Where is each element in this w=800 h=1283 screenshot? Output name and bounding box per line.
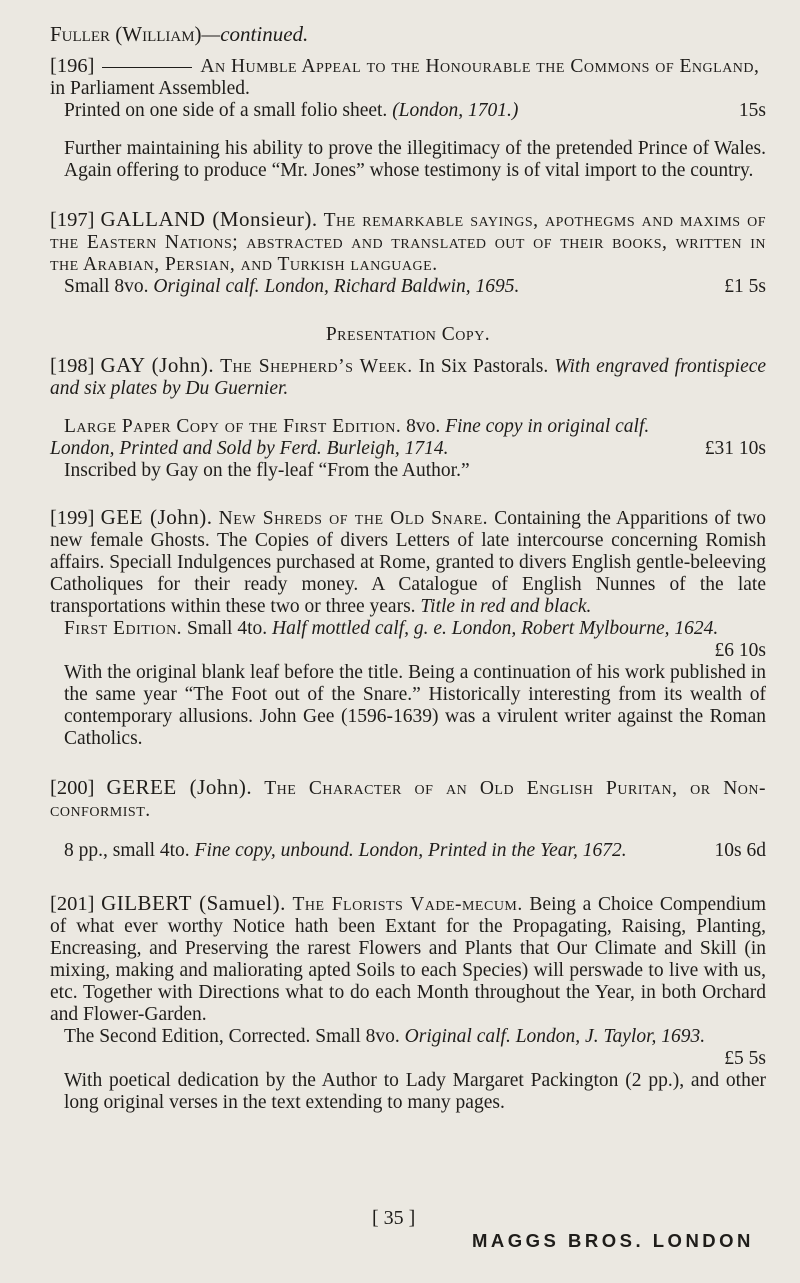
entry-author: GALLAND (Monsieur). bbox=[100, 207, 318, 231]
catalogue-entry-200 bbox=[50, 776, 766, 862]
entry-title: The remarkable sayings, apothegms and maxims of the Eastern Nations; abstracted and translated out of their books, written in the Arabian, Persian, and Turkish language. bbox=[50, 210, 767, 275]
lot-number: [199] bbox=[50, 507, 95, 529]
entry-author: GEE (John). bbox=[100, 505, 213, 529]
entry-format: Printed on one side of a small folio sheet. bbox=[64, 100, 388, 121]
entry-title: New Shreds of the Old Snare. bbox=[218, 508, 488, 529]
entry-binding: Fine copy in original calf. bbox=[445, 416, 650, 437]
publisher-footer: MAGGS BROS. LONDON bbox=[472, 1230, 754, 1251]
entry-subtitle: In Six Pastorals. bbox=[418, 356, 549, 377]
entry-format: Small 8vo. bbox=[64, 276, 149, 297]
entry-title: An Humble Appeal to the Honourable the Commons of England, bbox=[200, 56, 760, 77]
entry-title-continuation: in Parliament Assembled. bbox=[50, 78, 250, 99]
entry-imprint: London, Printed and Sold by Ferd. Burleigh, 1714. bbox=[50, 438, 449, 459]
entry-title: The Florists Vade-mecum. bbox=[292, 894, 523, 915]
entry-description: Being a Choice Compendium of what ever worthy Notice hath been Extant for the Propagating, Raising, Planting, Encreasing, and Preserving the rarest Flowers and Plants that Our Climate and Skill (in mixing, making and maliorating apted Soils to each Species) will perswade to live with us, etc. Together with Directions what to do each Month throughout the Year, in both Orchard and Flower-Garden. bbox=[50, 894, 767, 1025]
catalogue-page bbox=[50, 22, 766, 1114]
lot-number: [197] bbox=[50, 209, 95, 231]
lot-number: [198] bbox=[50, 355, 95, 377]
entry-author: GAY (John). bbox=[100, 353, 215, 377]
entry-binding: Half mottled calf, g. e. bbox=[271, 618, 447, 639]
entry-price: 10s 6d bbox=[714, 840, 766, 861]
page-number: [ 35 ] bbox=[372, 1207, 416, 1229]
entry-price: £6 10s bbox=[714, 640, 766, 661]
entry-price: 15s bbox=[738, 100, 766, 121]
entry-imprint: London, J. Taylor, 1693. bbox=[515, 1026, 706, 1047]
lot-number: [200] bbox=[50, 777, 95, 799]
entry-format: Large Paper Copy of the First Edition. bbox=[64, 416, 402, 437]
catalogue-entry-199 bbox=[50, 506, 766, 750]
entry-imprint: London, Robert Mylbourne, 1624. bbox=[451, 618, 719, 639]
entry-note: Further maintaining his ability to prove the illegitimacy of the pretended Prince of Wales. Again offering to produce “Mr. Jones” whose testimony is of vital import to the country. bbox=[64, 138, 766, 181]
entry-size: Small 8vo. bbox=[315, 1026, 400, 1047]
entry-imprint: (London, 1701.) bbox=[392, 100, 519, 121]
entry-illustrations: With engraved frontispiece and six plates by Du Guernier. bbox=[50, 356, 767, 399]
entry-binding: Original calf. bbox=[153, 276, 260, 297]
entry-price: £31 10s bbox=[704, 438, 766, 459]
catalogue-entry-198 bbox=[50, 354, 766, 482]
entry-author: GILBERT (Samuel). bbox=[101, 891, 286, 915]
entry-note: With poetical dedication by the Author to Lady Margaret Packington (2 pp.), and other long original verses in the text extending to many pages. bbox=[64, 1070, 766, 1113]
entry-note: Inscribed by Gay on the fly-leaf “From the Author.” bbox=[64, 460, 470, 481]
entry-format: 8 pp., small 4to. bbox=[64, 840, 190, 861]
entry-format: The Second Edition, Corrected. bbox=[64, 1026, 311, 1047]
entry-size: Small 4to. bbox=[186, 618, 268, 639]
entry-description: Containing the Apparitions of two new female Ghosts. The Copies of divers Letters of late intercourse concerning Romish affairs. Speciall Indulgences purchased at Rome, granted to divers English gentle-beleeving Catholiques for their ready money. A Catalogue of English Nunnes of the late transportations within these two or three years. bbox=[50, 508, 767, 617]
entry-title: The Shepherd’s Week. bbox=[220, 356, 413, 377]
dash-rule bbox=[102, 67, 192, 68]
lot-number: [196] bbox=[50, 55, 95, 77]
entry-title: The Character of an Old English Puritan, or Non-conformist. bbox=[50, 778, 767, 821]
entry-size: 8vo. bbox=[406, 416, 441, 437]
entry-price: £1 5s bbox=[724, 276, 766, 297]
running-head-author: Fuller (William) bbox=[50, 22, 202, 46]
catalogue-entry-196 bbox=[50, 55, 766, 182]
lot-number: [201] bbox=[50, 893, 95, 915]
entry-binding: Fine copy, unbound. bbox=[194, 840, 354, 861]
running-head-continued: —continued. bbox=[201, 22, 309, 46]
entry-imprint: London, Richard Baldwin, 1695. bbox=[264, 276, 520, 297]
entry-description-italic: Title in red and black. bbox=[420, 596, 592, 617]
entry-format: First Edition. bbox=[64, 618, 183, 639]
entry-binding: Original calf. bbox=[404, 1026, 511, 1047]
entry-imprint: London, Printed in the Year, 1672. bbox=[358, 840, 627, 861]
presentation-copy-heading: Presentation Copy. bbox=[325, 324, 491, 345]
running-head bbox=[50, 22, 766, 47]
entry-price: £5 5s bbox=[724, 1048, 766, 1069]
catalogue-entry-197 bbox=[50, 208, 766, 298]
catalogue-entry-201 bbox=[50, 892, 766, 1114]
entry-author: GEREE (John). bbox=[106, 775, 253, 799]
entry-note: With the original blank leaf before the title. Being a continuation of his work published in the same year “The Foot out of the Snare.” Historically interesting from its wealth of contemporary allusions. John Gee (1596-1639) was a virulent writer against the Roman Catholics. bbox=[64, 662, 766, 749]
